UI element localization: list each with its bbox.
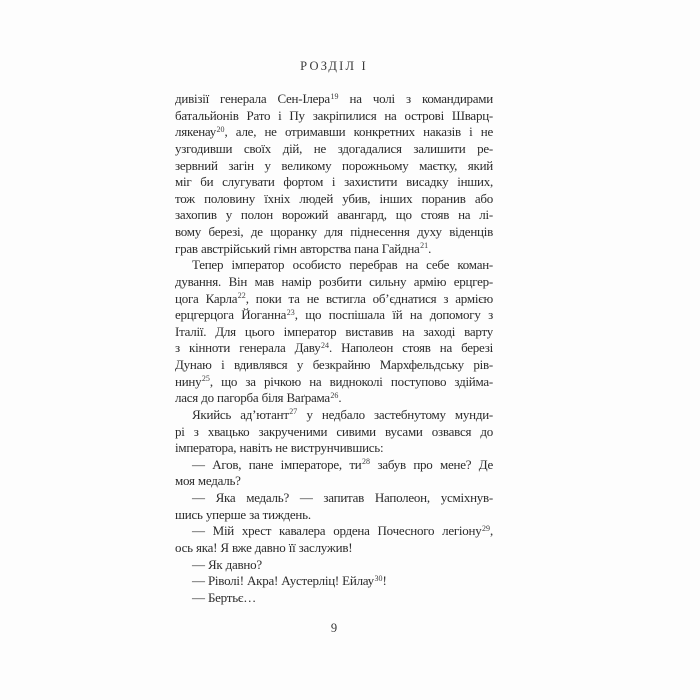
footnote-ref: 21	[420, 241, 429, 251]
text-line: Дунаю і вдивлявся у безкрайню Мархфельдську рів-	[175, 357, 493, 372]
text-line: лася до пагорба біля Ваґрама$^{26}$.	[175, 390, 342, 406]
footnote-ref: 22	[237, 291, 246, 300]
footnote-ref: 24	[320, 340, 329, 350]
text-line: дування. Він мав намір розбити сильну армію ерцгер-	[175, 273, 493, 289]
text-line: — Як давно?	[192, 556, 262, 572]
page-body	[175, 58, 493, 606]
text-line: вому березі, де щоранку для піднесення духу віденців	[175, 224, 493, 239]
text-line: — Ріволі! Акра! Аустерліц! Ейлау$^{30}$!	[192, 573, 387, 589]
footnote-ref: 23	[286, 307, 295, 317]
footnote-ref: 30	[374, 573, 383, 583]
text-line: рі з хвацько закрученими сивими вусами озвався до	[175, 423, 493, 439]
text-line: тож половину їхніх людей убив, інших поранив або	[175, 190, 493, 206]
text-line: зервний загін у великому порожньому маєтку, який	[175, 157, 493, 173]
page-number: 9	[330, 621, 338, 635]
text-line: батальйонів Рато і Пу закріпилися на острові Шварц-	[175, 107, 493, 123]
text-line: — Бертьє…	[192, 589, 256, 605]
text-line: лякенау$^{20}$, але, не отримавши конкретних наказів і не	[175, 124, 493, 140]
footnote-ref: 25	[201, 374, 210, 384]
text-line: захопив у полон ворожий авангард, що стояв на лі-	[175, 207, 493, 223]
text-line: шись уперше за тиждень.	[175, 506, 311, 522]
text-line: міг би слугувати фортом і захистити висадку інших,	[175, 174, 493, 190]
footnote-ref: 29	[482, 523, 490, 533]
text-line: ось яка! Я вже давно її заслужив!	[175, 539, 353, 555]
text-line: грав австрійський гімн авторства пана Гайдна$^{21}$.	[175, 240, 432, 256]
text-line: цога Карла$^{22}$, поки та не встигла об’єднатися з армією	[175, 290, 493, 306]
chapter-heading: РОЗДІЛ І	[300, 59, 368, 73]
text-line: імператора, навіть не виструнчившись:	[175, 440, 384, 456]
footnote-ref: 26	[330, 390, 339, 400]
text-block	[175, 91, 493, 606]
text-line: з кінноти генерала Даву$^{24}$. Наполеон стояв на березі	[175, 340, 493, 356]
text-line: — Агов, пане імператоре, $ти^{28}$ забув про мене? Де	[192, 456, 493, 472]
text-line: Якийсь ад’ютант$^{27}$ у недбало застебнутому мунди-	[192, 406, 493, 422]
text-line: ерцгерцога Йоганна$^{23}$, що поспішала їй на допомогу з	[175, 307, 493, 323]
footnote-ref: 19	[330, 91, 339, 101]
footnote-ref: 28	[362, 457, 370, 467]
text-line: Італії. Для цього імператор виставив на заході варту	[175, 323, 493, 339]
text-line: дивізії генерала Сен-Ілера$^{19}$ на чолі з командирами	[175, 91, 493, 106]
text-line: моя медаль?	[175, 473, 241, 489]
text-line: нину$^{25}$, що за річкою на видноколі поступово здійма-	[175, 373, 493, 389]
text-line: — Яка медаль? — запитав Наполеон, усміхнув-	[192, 490, 493, 505]
footnote-ref: 20	[216, 124, 225, 134]
text-line: Тепер імператор особисто перебрав на себе коман-	[192, 257, 493, 273]
text-line: узгодивши своїх дій, не здогадалися залишити ре-	[175, 140, 493, 156]
footnote-ref: 27	[289, 407, 298, 417]
text-line: — Мій хрест кавалера ордена Почесного легіону$^{29}$,	[192, 523, 493, 539]
